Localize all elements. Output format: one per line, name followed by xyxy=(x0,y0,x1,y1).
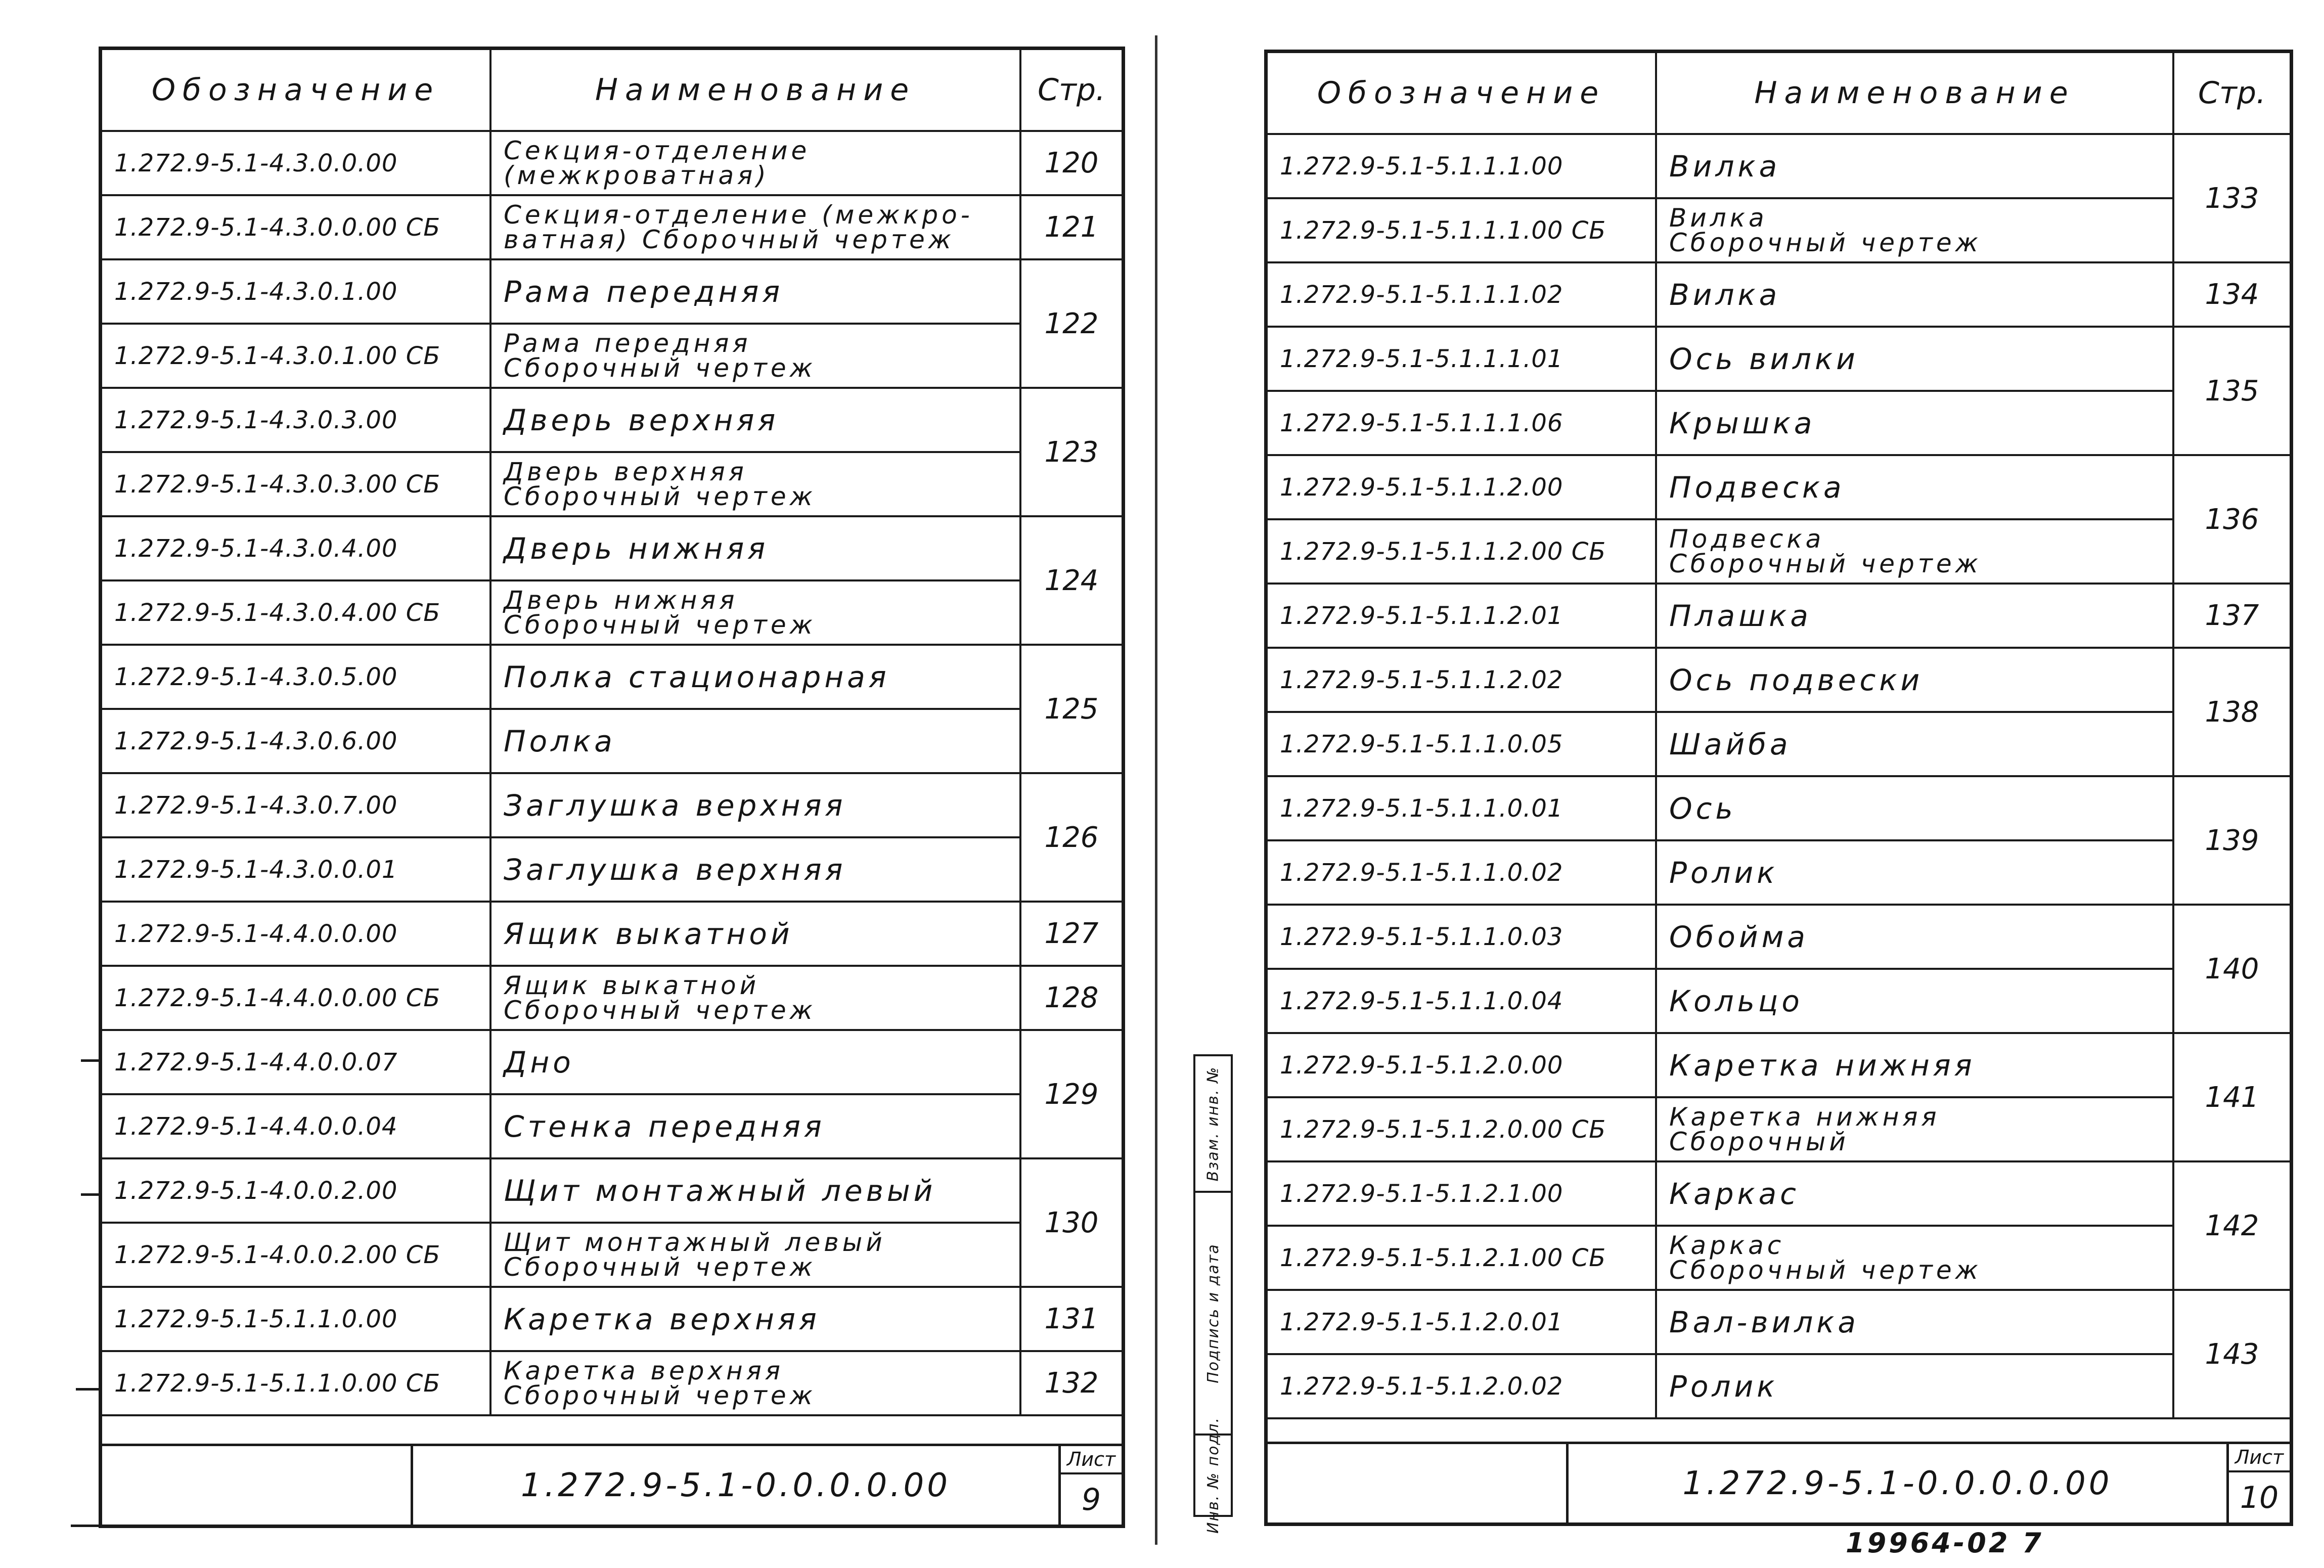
page-cell: 127 xyxy=(1020,902,1122,966)
table-row xyxy=(1268,198,2290,262)
name-line: Секция-отделение xyxy=(504,136,811,165)
designation-cell: 1.272.9-5.1-4.3.0.1.00 СБ xyxy=(102,324,490,388)
table-row xyxy=(102,1351,1122,1415)
page-cell: 138 xyxy=(2173,648,2290,776)
name-cell xyxy=(490,195,1020,259)
designation-cell: 1.272.9-5.1-4.3.0.7.00 xyxy=(102,773,490,837)
table-row xyxy=(1268,648,2290,712)
table-row xyxy=(102,452,1122,516)
designation-cell: 1.272.9-5.1-5.1.1.1.00 xyxy=(1268,134,1656,198)
table-body xyxy=(102,131,1122,1415)
designation-cell: 1.272.9-5.1-5.1.1.1.06 xyxy=(1268,391,1656,455)
name-cell xyxy=(490,388,1020,452)
name-cell xyxy=(1656,519,2173,584)
designation-cell: 1.272.9-5.1-5.1.1.0.03 xyxy=(1268,905,1656,969)
page-cell: 124 xyxy=(1020,516,1122,645)
sheet-number-box xyxy=(1058,1446,1122,1525)
name-line: Рама передняя xyxy=(504,328,751,358)
page-cell: 131 xyxy=(1020,1287,1122,1351)
designation-cell: 1.272.9-5.1-5.1.1.0.02 xyxy=(1268,840,1656,905)
name-cell xyxy=(1656,584,2173,648)
side-stamp xyxy=(1193,1054,1233,1534)
designation-cell: 1.272.9-5.1-4.3.0.3.00 СБ xyxy=(102,452,490,516)
name-cell xyxy=(1656,969,2173,1033)
name-cell xyxy=(1656,391,2173,455)
table-row xyxy=(102,837,1122,902)
stamp-cell-inventory xyxy=(1195,1417,1231,1534)
designation-cell: 1.272.9-5.1-5.1.1.1.01 xyxy=(1268,327,1656,391)
designation-cell: 1.272.9-5.1-4.4.0.0.00 СБ xyxy=(102,966,490,1030)
name-line: Сборочный чертеж xyxy=(1669,1255,1982,1285)
name-cell xyxy=(490,580,1020,645)
name-cell xyxy=(1656,1354,2173,1418)
name-cell xyxy=(1656,455,2173,519)
name-line: Каркас xyxy=(1669,1230,1785,1260)
name-line: Подвеска xyxy=(1669,470,1845,505)
title-block-empty-cell xyxy=(1268,1444,1569,1522)
table-row xyxy=(1268,519,2290,584)
page-cell: 125 xyxy=(1020,645,1122,773)
table-row xyxy=(1268,584,2290,648)
name-cell xyxy=(490,259,1020,324)
name-line: Стенка передняя xyxy=(504,1109,825,1144)
name-cell xyxy=(1656,905,2173,969)
designation-cell: 1.272.9-5.1-5.1.2.0.00 СБ xyxy=(1268,1097,1656,1161)
table-row xyxy=(1268,1354,2290,1418)
table-row xyxy=(1268,1033,2290,1097)
name-line: Сборочный чертеж xyxy=(504,481,816,511)
designation-cell: 1.272.9-5.1-5.1.1.1.02 xyxy=(1268,262,1656,327)
name-line: Дверь нижняя xyxy=(504,531,769,566)
name-cell xyxy=(490,1030,1020,1094)
designation-cell: 1.272.9-5.1-4.4.0.0.00 xyxy=(102,902,490,966)
table-row xyxy=(102,516,1122,580)
designation-cell: 1.272.9-5.1-5.1.2.0.00 xyxy=(1268,1033,1656,1097)
name-line: Щит монтажный левый xyxy=(504,1227,886,1257)
name-cell xyxy=(490,1094,1020,1158)
page-cell: 121 xyxy=(1020,195,1122,259)
name-cell xyxy=(490,1351,1020,1415)
binding-divider xyxy=(1155,35,1157,1545)
table-row xyxy=(102,195,1122,259)
name-line: Сборочный чертеж xyxy=(1669,549,1982,578)
name-line: Обойма xyxy=(1669,919,1809,954)
table-row xyxy=(102,388,1122,452)
header-row xyxy=(102,50,1122,131)
designation-cell: 1.272.9-5.1-4.3.0.0.00 xyxy=(102,131,490,195)
page-cell: 135 xyxy=(2173,327,2290,455)
name-line: Ось xyxy=(1669,791,1736,826)
name-cell xyxy=(1656,648,2173,712)
table-row xyxy=(102,1094,1122,1158)
name-line: Сборочный чертеж xyxy=(504,1252,816,1282)
designation-cell: 1.272.9-5.1-4.0.0.2.00 СБ xyxy=(102,1223,490,1287)
name-line: Секция-отделение (межкро- xyxy=(504,200,973,230)
stamp-cell-replacement xyxy=(1195,1056,1231,1193)
name-line: Каретка нижняя xyxy=(1669,1102,1940,1132)
page-cell: 139 xyxy=(2173,776,2290,905)
name-line: Сборочный xyxy=(1669,1127,1849,1156)
designation-cell: 1.272.9-5.1-4.0.0.2.00 xyxy=(102,1158,490,1223)
stamp-label: Подпись и дата xyxy=(1204,1243,1222,1383)
designation-cell: 1.272.9-5.1-5.1.1.0.01 xyxy=(1268,776,1656,840)
table-row xyxy=(102,1030,1122,1094)
table-row xyxy=(102,773,1122,837)
page-cell: 136 xyxy=(2173,455,2290,584)
name-cell xyxy=(490,773,1020,837)
table-row xyxy=(1268,1226,2290,1290)
designation-cell: 1.272.9-5.1-4.3.0.1.00 xyxy=(102,259,490,324)
table-row xyxy=(102,580,1122,645)
table-row xyxy=(102,1158,1122,1223)
name-line: Сборочный чертеж xyxy=(504,610,816,640)
table-row xyxy=(102,902,1122,966)
table-body xyxy=(1268,134,2290,1418)
designation-cell: 1.272.9-5.1-5.1.2.1.00 xyxy=(1268,1161,1656,1226)
table-row xyxy=(1268,840,2290,905)
designation-cell: 1.272.9-5.1-4.3.0.0.00 СБ xyxy=(102,195,490,259)
name-cell xyxy=(490,1223,1020,1287)
header-row xyxy=(1268,53,2290,134)
sheet-number-box xyxy=(2226,1444,2290,1522)
name-cell xyxy=(490,452,1020,516)
name-cell xyxy=(490,837,1020,902)
name-line: Рама передняя xyxy=(504,274,784,309)
name-line: Ось подвески xyxy=(1669,662,1924,697)
designation-cell: 1.272.9-5.1-4.3.0.0.01 xyxy=(102,837,490,902)
header-code: Обозначение xyxy=(102,50,490,131)
archive-number: 19964-02 7 xyxy=(1846,1527,2044,1559)
table-row xyxy=(1268,776,2290,840)
table-row xyxy=(1268,1097,2290,1161)
page-cell: 126 xyxy=(1020,773,1122,902)
table-row xyxy=(102,1287,1122,1351)
margin-tick xyxy=(81,1059,101,1062)
table-row xyxy=(1268,1290,2290,1354)
name-line: Каретка верхняя xyxy=(504,1356,784,1385)
name-line: Щит монтажный левый xyxy=(504,1173,936,1208)
name-line: Вилка xyxy=(1669,149,1781,184)
name-cell xyxy=(490,324,1020,388)
page-cell: 123 xyxy=(1020,388,1122,516)
table-row xyxy=(102,131,1122,195)
designation-cell: 1.272.9-5.1-5.1.1.0.00 xyxy=(102,1287,490,1351)
header-name: Наименование xyxy=(490,50,1020,131)
name-line: Дверь верхняя xyxy=(504,457,747,486)
name-line: Каркас xyxy=(1669,1176,1800,1211)
page-cell: 129 xyxy=(1020,1030,1122,1158)
name-line: Каретка верхняя xyxy=(504,1302,820,1336)
name-cell xyxy=(490,966,1020,1030)
table-row xyxy=(1268,1161,2290,1226)
name-line: Вилка xyxy=(1669,203,1768,233)
spec-table-left xyxy=(102,50,1122,1416)
designation-cell: 1.272.9-5.1-5.1.2.0.01 xyxy=(1268,1290,1656,1354)
name-cell xyxy=(490,709,1020,773)
page-cell: 137 xyxy=(2173,584,2290,648)
name-line: Дверь нижняя xyxy=(504,585,738,615)
margin-tick xyxy=(76,1388,101,1391)
name-cell xyxy=(490,516,1020,580)
table-row xyxy=(1268,391,2290,455)
name-line: Шайба xyxy=(1669,727,1792,761)
name-cell xyxy=(1656,327,2173,391)
page-cell: 143 xyxy=(2173,1290,2290,1418)
stamp-label: Инв. № подл. xyxy=(1204,1417,1222,1534)
designation-cell: 1.272.9-5.1-4.3.0.4.00 xyxy=(102,516,490,580)
table-row xyxy=(1268,327,2290,391)
designation-cell: 1.272.9-5.1-5.1.2.0.02 xyxy=(1268,1354,1656,1418)
name-line: (межкроватная) xyxy=(504,160,770,190)
table-row xyxy=(1268,134,2290,198)
name-line: Дверь верхняя xyxy=(504,402,779,437)
header-page: Стр. xyxy=(2173,53,2290,134)
page-cell: 128 xyxy=(1020,966,1122,1030)
name-line: Подвеска xyxy=(1669,524,1825,554)
table-row xyxy=(1268,262,2290,327)
name-line: Полка xyxy=(504,724,616,758)
table-row xyxy=(102,645,1122,709)
title-block-right xyxy=(1268,1442,2290,1522)
name-line: Вилка xyxy=(1669,277,1781,312)
stamp-cell-signature xyxy=(1195,1193,1231,1436)
designation-cell: 1.272.9-5.1-5.1.2.1.00 СБ xyxy=(1268,1226,1656,1290)
name-line: Сборочный чертеж xyxy=(504,995,816,1025)
table-row xyxy=(102,324,1122,388)
name-cell xyxy=(1656,1097,2173,1161)
name-line: Сборочный чертеж xyxy=(504,1380,816,1410)
header-page: Стр. xyxy=(1020,50,1122,131)
page-cell: 132 xyxy=(1020,1351,1122,1415)
name-cell xyxy=(1656,198,2173,262)
designation-cell: 1.272.9-5.1-5.1.1.0.04 xyxy=(1268,969,1656,1033)
designation-cell: 1.272.9-5.1-4.4.0.0.04 xyxy=(102,1094,490,1158)
designation-cell: 1.272.9-5.1-5.1.1.2.00 xyxy=(1268,455,1656,519)
name-line: Ролик xyxy=(1669,1369,1778,1404)
title-block-left xyxy=(102,1444,1122,1525)
table-row xyxy=(102,1223,1122,1287)
doc-designation: 1.272.9-5.1-0.0.0.0.00 xyxy=(1682,1464,2113,1502)
name-line: Ролик xyxy=(1669,855,1778,890)
name-cell xyxy=(1656,134,2173,198)
header-name: Наименование xyxy=(1656,53,2173,134)
doc-designation: 1.272.9-5.1-0.0.0.0.00 xyxy=(521,1466,951,1504)
designation-cell: 1.272.9-5.1-5.1.1.0.00 СБ xyxy=(102,1351,490,1415)
name-line: Полка стационарная xyxy=(504,659,890,694)
name-line: Сборочный чертеж xyxy=(504,353,816,383)
designation-cell: 1.272.9-5.1-4.3.0.6.00 xyxy=(102,709,490,773)
sheet-right xyxy=(1264,50,2293,1526)
name-cell xyxy=(1656,1290,2173,1354)
name-cell xyxy=(490,645,1020,709)
name-line: Ящик выкатной xyxy=(504,916,793,951)
name-cell xyxy=(1656,1161,2173,1226)
name-cell xyxy=(490,1158,1020,1223)
sheet-label: Лист xyxy=(1061,1446,1122,1474)
designation-cell: 1.272.9-5.1-5.1.1.0.05 xyxy=(1268,712,1656,776)
name-line: Плашка xyxy=(1669,598,1812,633)
table-row xyxy=(1268,969,2290,1033)
designation-cell: 1.272.9-5.1-5.1.1.2.01 xyxy=(1268,584,1656,648)
page-cell: 120 xyxy=(1020,131,1122,195)
designation-cell: 1.272.9-5.1-5.1.1.2.00 СБ xyxy=(1268,519,1656,584)
name-line: Вал-вилка xyxy=(1669,1305,1859,1339)
designation-cell: 1.272.9-5.1-5.1.1.2.02 xyxy=(1268,648,1656,712)
name-cell xyxy=(490,902,1020,966)
table-row xyxy=(1268,455,2290,519)
name-cell xyxy=(1656,1226,2173,1290)
designation-cell: 1.272.9-5.1-4.4.0.0.07 xyxy=(102,1030,490,1094)
table-row xyxy=(102,709,1122,773)
page-cell: 122 xyxy=(1020,259,1122,388)
sheet-label: Лист xyxy=(2229,1444,2290,1472)
table-row xyxy=(102,966,1122,1030)
title-block-empty-cell xyxy=(102,1446,413,1525)
name-line: Дно xyxy=(504,1045,574,1080)
margin-tick xyxy=(71,1525,101,1527)
name-line: Крышка xyxy=(1669,406,1816,440)
page-cell: 133 xyxy=(2173,134,2290,262)
name-cell xyxy=(1656,840,2173,905)
name-line: Заглушка верхняя xyxy=(504,788,846,823)
table-row xyxy=(102,259,1122,324)
name-line: Каретка нижняя xyxy=(1669,1048,1976,1083)
page-cell: 134 xyxy=(2173,262,2290,327)
table-row xyxy=(1268,712,2290,776)
name-cell xyxy=(490,131,1020,195)
designation-cell: 1.272.9-5.1-4.3.0.4.00 СБ xyxy=(102,580,490,645)
name-cell xyxy=(1656,1033,2173,1097)
designation-cell: 1.272.9-5.1-4.3.0.5.00 xyxy=(102,645,490,709)
page-cell: 130 xyxy=(1020,1158,1122,1287)
stamp-label: Взам. инв. № xyxy=(1204,1066,1222,1181)
designation-cell: 1.272.9-5.1-4.3.0.3.00 xyxy=(102,388,490,452)
name-cell xyxy=(1656,262,2173,327)
page-cell: 142 xyxy=(2173,1161,2290,1290)
name-line: Кольцо xyxy=(1669,983,1803,1018)
page-cell: 141 xyxy=(2173,1033,2290,1161)
name-line: Ящик выкатной xyxy=(504,970,760,1000)
table-row xyxy=(1268,905,2290,969)
name-cell xyxy=(1656,776,2173,840)
name-line: ватная) Сборочный чертеж xyxy=(504,225,955,254)
name-line: Ось вилки xyxy=(1669,341,1859,376)
name-line: Сборочный чертеж xyxy=(1669,228,1982,257)
sheet-left xyxy=(99,47,1125,1528)
name-line: Заглушка верхняя xyxy=(504,852,846,887)
spec-table-right xyxy=(1268,53,2290,1419)
header-code: Обозначение xyxy=(1268,53,1656,134)
sheet-number: 9 xyxy=(1081,1482,1101,1517)
name-cell xyxy=(1656,712,2173,776)
sheet-number: 10 xyxy=(2240,1480,2279,1515)
margin-tick xyxy=(81,1193,101,1196)
name-cell xyxy=(490,1287,1020,1351)
designation-cell: 1.272.9-5.1-5.1.1.1.00 СБ xyxy=(1268,198,1656,262)
page-cell: 140 xyxy=(2173,905,2290,1033)
